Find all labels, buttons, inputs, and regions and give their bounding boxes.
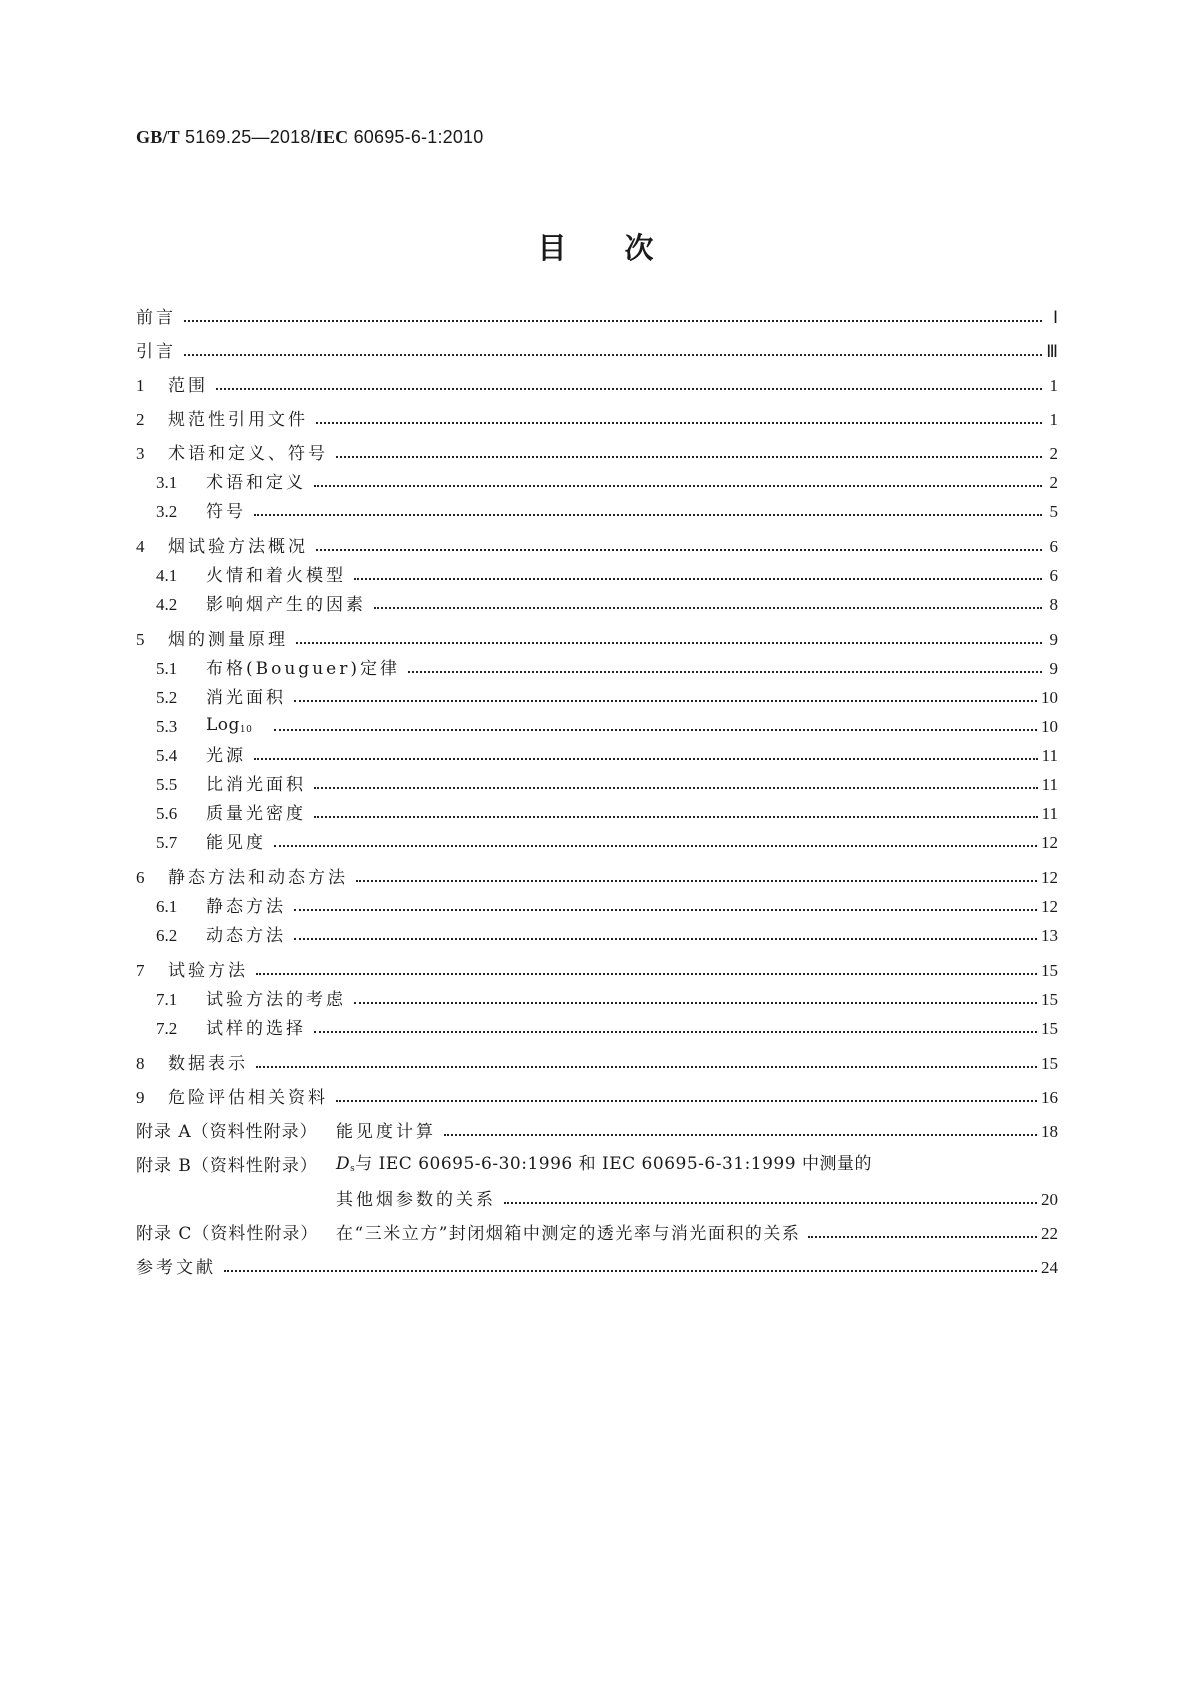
toc-label: 其他烟参数的关系 — [336, 1190, 496, 1210]
toc-entry-bibliography[interactable] — [136, 1255, 1058, 1281]
standard-code: 5169.25—2018/ — [179, 127, 316, 147]
toc-number: 6.1 — [156, 897, 178, 916]
toc-number: 5.6 — [156, 804, 178, 823]
toc-entry-5-6[interactable] — [156, 801, 1058, 827]
toc-page: 15 — [1041, 961, 1058, 980]
toc-label: 能见度计算 — [336, 1122, 436, 1142]
toc-entry-7[interactable] — [136, 958, 1058, 984]
toc-page: 15 — [1041, 990, 1058, 1009]
toc-label: 布格(Bouguer)定律 — [206, 659, 400, 679]
toc-label — [206, 712, 252, 743]
leader-dots — [184, 318, 1042, 322]
leader-dots — [354, 1000, 1037, 1004]
toc-number: 8 — [136, 1054, 145, 1073]
toc-number: 3 — [136, 444, 145, 463]
toc-number: 3.1 — [156, 473, 178, 492]
leader-dots — [314, 1029, 1037, 1033]
leader-dots — [314, 785, 1038, 789]
toc-label: 在“三米立方”封闭烟箱中测定的透光率与消光面积的关系 — [336, 1224, 801, 1244]
toc-label: 术语和定义、符号 — [168, 444, 328, 464]
toc-entry-8[interactable] — [136, 1051, 1058, 1077]
toc-label: 试验方法 — [168, 961, 248, 981]
toc-number: 1 — [136, 376, 145, 395]
leader-dots — [356, 878, 1037, 882]
toc-page: 24 — [1041, 1258, 1058, 1277]
toc-page: 10 — [1041, 717, 1058, 736]
leader-dots — [294, 907, 1037, 911]
leader-dots — [314, 483, 1042, 487]
toc-number: 2 — [136, 410, 145, 429]
toc-label: 数据表示 — [168, 1054, 248, 1074]
toc-page: 2 — [1049, 473, 1058, 492]
toc-entry-5-3[interactable] — [156, 714, 1058, 740]
toc-label: 符号 — [206, 502, 246, 522]
toc-page: 20 — [1041, 1190, 1058, 1209]
toc-entry-5-7[interactable] — [156, 830, 1058, 856]
toc-page: 6 — [1049, 537, 1058, 556]
toc-number: 6 — [136, 868, 145, 887]
toc-label: 危险评估相关资料 — [168, 1088, 328, 1108]
iec-code: 60695-6-1:2010 — [348, 127, 484, 147]
toc-entry-annex-b[interactable] — [136, 1153, 1058, 1179]
leader-dots — [374, 605, 1042, 609]
leader-dots — [294, 698, 1037, 702]
log-text: Log — [206, 714, 240, 735]
leader-dots — [336, 1098, 1037, 1102]
toc-page: 11 — [1041, 746, 1058, 765]
toc-page: 1 — [1049, 410, 1058, 429]
toc-page: 13 — [1041, 926, 1058, 945]
leader-dots — [274, 727, 1037, 731]
toc-page: 9 — [1049, 659, 1058, 678]
leader-dots — [444, 1132, 1037, 1136]
toc-entry-5-1[interactable] — [156, 656, 1058, 682]
toc-entry-6-1[interactable] — [156, 894, 1058, 920]
toc-entry-3-2[interactable] — [156, 499, 1058, 525]
toc-entry-foreword[interactable] — [136, 305, 1058, 331]
annex-prefix: 附录 C（资料性附录） — [136, 1224, 319, 1244]
toc-entry-6-2[interactable] — [156, 923, 1058, 949]
toc-page: 16 — [1041, 1088, 1058, 1107]
toc-label: 消光面积 — [206, 688, 286, 708]
leader-dots — [314, 814, 1038, 818]
toc-page: 8 — [1049, 595, 1058, 614]
toc-entry-annex-a[interactable] — [136, 1119, 1058, 1145]
toc-page: 15 — [1041, 1054, 1058, 1073]
toc-number: 6.2 — [156, 926, 178, 945]
toc-number: 5.1 — [156, 659, 178, 678]
annex-b-title-line1 — [336, 1151, 872, 1182]
toc-page: 12 — [1041, 833, 1058, 852]
leader-dots — [254, 756, 1038, 760]
leader-dots — [256, 1064, 1037, 1068]
toc-label: 能见度 — [206, 833, 266, 853]
standard-prefix: GB/T — [136, 127, 180, 147]
toc-page: Ⅲ — [1046, 342, 1058, 361]
toc-number: 4 — [136, 537, 145, 556]
leader-dots — [274, 843, 1037, 847]
leader-dots — [408, 669, 1042, 673]
toc-page: 22 — [1041, 1224, 1058, 1243]
leader-dots — [354, 576, 1042, 580]
ds-symbol: D — [336, 1153, 351, 1174]
toc-number: 5.7 — [156, 833, 178, 852]
toc-page: Ⅰ — [1052, 308, 1058, 327]
toc-label: 试验方法的考虑 — [206, 990, 346, 1010]
leader-dots — [808, 1234, 1037, 1238]
toc-label: 烟试验方法概况 — [168, 537, 308, 557]
table-of-contents — [136, 0, 1058, 1684]
toc-entry-2[interactable] — [136, 407, 1058, 433]
toc-label: 前言 — [136, 308, 176, 328]
leader-dots — [336, 454, 1042, 458]
leader-dots — [294, 936, 1037, 940]
toc-entry-annex-b-cont[interactable] — [336, 1187, 1058, 1213]
toc-number: 7.1 — [156, 990, 178, 1009]
toc-number: 5.4 — [156, 746, 178, 765]
toc-number: 5.2 — [156, 688, 178, 707]
toc-entry-1[interactable] — [136, 373, 1058, 399]
toc-number: 4.2 — [156, 595, 178, 614]
toc-label: 静态方法和动态方法 — [168, 868, 348, 888]
toc-page: 18 — [1041, 1122, 1058, 1141]
toc-page: 11 — [1041, 775, 1058, 794]
leader-dots — [216, 386, 1042, 390]
toc-page: 12 — [1041, 897, 1058, 916]
toc-entry-7-1[interactable] — [156, 987, 1058, 1013]
page-title: 目次 — [537, 231, 712, 265]
annex-prefix: 附录 B（资料性附录） — [136, 1156, 318, 1176]
toc-number: 7.2 — [156, 1019, 178, 1038]
toc-entry-5-5[interactable] — [156, 772, 1058, 798]
toc-number: 4.1 — [156, 566, 178, 585]
toc-label: 试样的选择 — [206, 1019, 306, 1039]
toc-entry-annex-c[interactable] — [136, 1221, 1058, 1247]
toc-entry-6[interactable] — [136, 865, 1058, 891]
log-base: 10 — [239, 724, 253, 735]
toc-number: 7 — [136, 961, 145, 980]
toc-number: 5.5 — [156, 775, 178, 794]
toc-page: 15 — [1041, 1019, 1058, 1038]
leader-dots — [224, 1268, 1037, 1272]
toc-entry-4-2[interactable] — [156, 592, 1058, 618]
toc-label: 静态方法 — [206, 897, 286, 917]
toc-entry-5-2[interactable] — [156, 685, 1058, 711]
leader-dots — [316, 420, 1042, 424]
toc-entry-4-1[interactable] — [156, 563, 1058, 589]
toc-entry-3-1[interactable] — [156, 470, 1058, 496]
toc-page: 9 — [1049, 630, 1058, 649]
toc-page: 12 — [1041, 868, 1058, 887]
toc-label: 引言 — [136, 342, 176, 362]
toc-entry-9[interactable] — [136, 1085, 1058, 1111]
toc-label: 烟的测量原理 — [168, 630, 288, 650]
annex-prefix: 附录 A（资料性附录） — [136, 1122, 318, 1142]
toc-page: 11 — [1041, 804, 1058, 823]
toc-label: 规范性引用文件 — [168, 410, 308, 430]
toc-entry-3[interactable] — [136, 441, 1058, 467]
ds-subscript: s — [350, 1163, 356, 1174]
toc-label: 质量光密度 — [206, 804, 306, 824]
toc-label: 比消光面积 — [206, 775, 306, 795]
leader-dots — [184, 352, 1042, 356]
toc-page: 6 — [1049, 566, 1058, 585]
toc-label: 动态方法 — [206, 926, 286, 946]
toc-number: 3.2 — [156, 502, 178, 521]
toc-entry-5-4[interactable] — [156, 743, 1058, 769]
iec-prefix: IEC — [315, 127, 349, 147]
toc-page: 1 — [1049, 376, 1058, 395]
leader-dots — [254, 512, 1042, 516]
leader-dots — [316, 547, 1042, 551]
leader-dots — [504, 1200, 1037, 1204]
toc-number: 5.3 — [156, 717, 178, 736]
toc-label: 范围 — [168, 376, 208, 396]
toc-entry-introduction[interactable] — [136, 339, 1058, 365]
toc-page: 10 — [1041, 688, 1058, 707]
toc-page: 5 — [1049, 502, 1058, 521]
toc-label: 术语和定义 — [206, 473, 306, 493]
toc-label: 影响烟产生的因素 — [206, 595, 366, 615]
toc-entry-7-2[interactable] — [156, 1016, 1058, 1042]
toc-page: 2 — [1049, 444, 1058, 463]
toc-entry-4[interactable] — [136, 534, 1058, 560]
toc-number: 9 — [136, 1088, 145, 1107]
annex-b-line1-text: 与 IEC 60695-6-30:1996 和 IEC 60695-6-31:1999 中测量的 — [355, 1153, 872, 1174]
toc-entry-5[interactable] — [136, 627, 1058, 653]
toc-number: 5 — [136, 630, 145, 649]
toc-label: 光源 — [206, 746, 246, 766]
toc-label: 参考文献 — [136, 1258, 216, 1278]
toc-label: 火情和着火模型 — [206, 566, 346, 586]
leader-dots — [296, 640, 1042, 644]
leader-dots — [256, 971, 1037, 975]
